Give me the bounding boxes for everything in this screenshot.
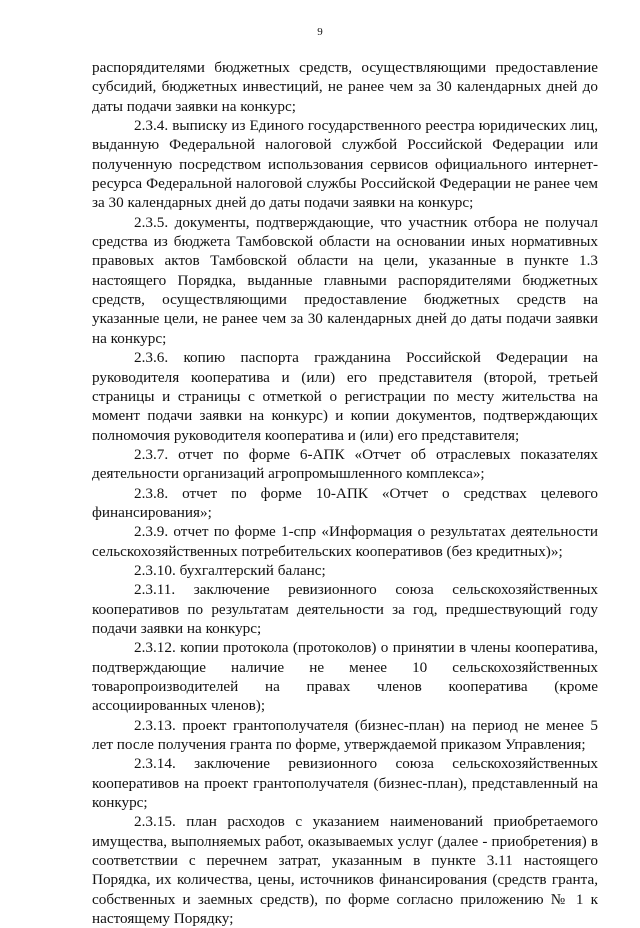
paragraph-2-3-13: 2.3.13. проект грантополучателя (бизнес-план) на период не менее 5 лет после получения гранта по форме, утверждаемой приказом Управления;	[92, 716, 598, 754]
paragraph-continuation: распорядителями бюджетных средств, осуществляющими предоставление субсидий, бюджетных инвестиций, не ранее чем за 30 календарных дней до даты подачи заявки на конкурс;	[92, 59, 598, 115]
page-number: 9	[317, 26, 323, 38]
paragraph-2-3-6: 2.3.6. копию паспорта гражданина Российской Федерации на руководителя кооператива и (или) его представителя (второй, третьей страницы и страницы с отметкой о регистрации по месту жительства на момент подачи заявки на конкурс) и копии документов, подтверждающих полномочия руководителя кооператива и (или) его представителя;	[92, 349, 598, 444]
paragraph-2-3-4: 2.3.4. выписку из Единого государственного реестра юридических лиц, выданную Федеральной налоговой службой Российской Федерации или полученную посредством использования сервисов официального интернет-ресурса Федеральной налоговой службы Российской Федерации не ранее чем за 30 календарных дней до даты подачи заявки на конкурс;	[92, 117, 598, 212]
paragraph-2-3-8: 2.3.8. отчет по форме 10-АПК «Отчет о средствах целевого финансирования»;	[92, 484, 598, 521]
paragraph-2-3-15: 2.3.15. план расходов с указанием наименований приобретаемого имущества, выполняемых работ, оказываемых услуг (далее - приобретения) в соответствии с перечнем затрат, указанным в пункте 3.11 настоящего Порядка, их количества, цены, источников финансирования (средств гранта, собственных и заемных средств), по форме согласно приложению № 1 к настоящему Порядку;	[92, 813, 598, 928]
paragraph-2-3-5: 2.3.5. документы, подтверждающие, что участник отбора не получал средства из бюджета Тамбовской области на основании иных нормативных правовых актов Тамбовской области на цели, указанные в пункте 1.3 настоящего Порядка, выданные главными распорядителями бюджетных средств, осуществляющими предоставление бюджетных средств на указанные цели, не ранее чем за 30 календарных дней до даты подачи заявки на конкурс;	[92, 213, 598, 347]
paragraph-2-3-14: 2.3.14. заключение ревизионного союза сельскохозяйственных кооперативов на проект грантополучателя (бизнес-план), представленный на конкурс;	[92, 755, 598, 812]
paragraph-2-3-12: 2.3.12. копии протокола (протоколов) о принятии в члены кооператива, подтверждающие наличие не менее 10 сельскохозяйственных товаропроизводителей на правах членов кооператива (кроме ассоциированных членов);	[92, 639, 598, 715]
paragraph-2-3-11: 2.3.11. заключение ревизионного союза сельскохозяйственных кооперативов по результатам деятельности за год, предшествующий году подачи заявки на конкурс;	[92, 581, 598, 637]
paragraph-2-3-10: 2.3.10. бухгалтерский баланс;	[134, 561, 326, 579]
paragraph-2-3-7: 2.3.7. отчет по форме 6-АПК «Отчет об отраслевых показателях деятельности организаций агропромышленного комплекса»;	[92, 445, 598, 483]
document-body	[92, 58, 598, 928]
paragraph-2-3-9: 2.3.9. отчет по форме 1-спр «Информация о результатах деятельности сельскохозяйственных потребительских кооперативов (без кредитных)»;	[92, 523, 598, 560]
